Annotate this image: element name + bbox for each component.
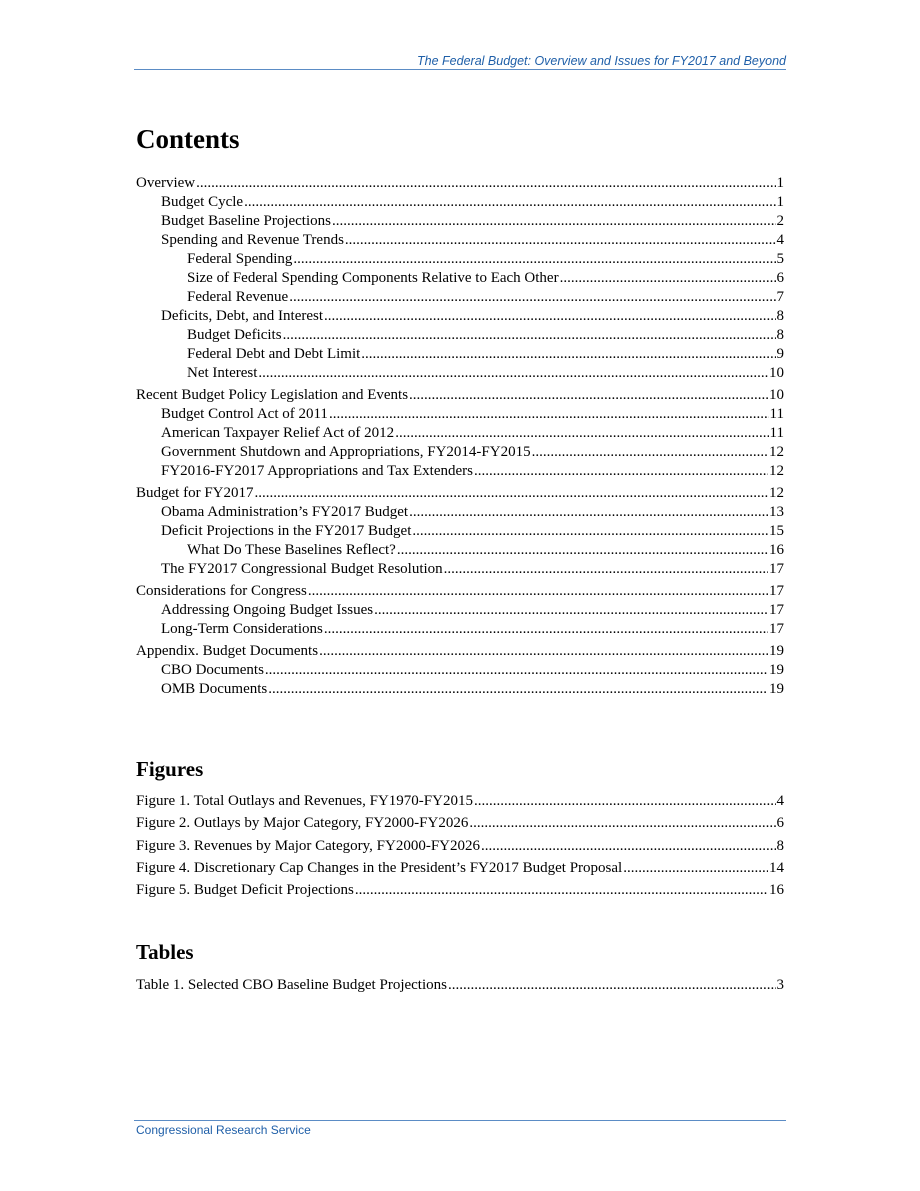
header-rule [134,69,786,70]
toc-entry-page: 13 [769,504,784,520]
toc-entry-page: 16 [769,882,784,899]
toc-entry-label: Budget Deficits [187,327,282,343]
toc-entry-page: 7 [776,289,784,305]
toc-entry-page: 3 [776,977,784,993]
toc-entry[interactable] [136,857,784,879]
toc-entry-label: Federal Revenue [187,289,289,305]
toc-leader-dots [409,503,768,522]
toc-leader-dots [324,307,775,326]
toc-entry[interactable] [136,269,784,288]
toc-entry[interactable] [136,212,784,231]
toc-entry-page: 17 [769,583,784,599]
toc-entry[interactable] [136,642,784,661]
toc-entry-page: 9 [776,346,784,362]
toc-leader-dots [397,541,768,560]
toc-entry-page: 8 [776,837,784,854]
toc-entry[interactable] [136,193,784,212]
toc-leader-dots [481,835,776,857]
toc-entry-page: 17 [769,621,784,637]
toc-leader-dots [319,642,768,661]
toc-entry[interactable] [136,601,784,620]
toc-entry[interactable] [136,974,784,996]
figures-list [136,790,784,901]
toc-entry-label: American Taxpayer Relief Act of 2012 [161,425,395,441]
toc-entry[interactable] [136,522,784,541]
toc-leader-dots [345,231,776,250]
toc-entry[interactable] [136,288,784,307]
toc-entry[interactable] [136,345,784,364]
toc-entry-label: Addressing Ongoing Budget Issues [161,602,374,618]
toc-entry[interactable] [136,680,784,699]
toc-entry[interactable] [136,250,784,269]
toc-leader-dots [623,857,768,879]
toc-entry-page: 5 [776,251,784,267]
toc-entry-label: Considerations for Congress [136,583,307,599]
toc-leader-dots [560,269,776,288]
toc-entry-label: Deficit Projections in the FY2017 Budget [161,523,412,539]
toc-entry-label: Deficits, Debt, and Interest [161,308,324,324]
toc-entry-label: OMB Documents [161,681,268,697]
toc-leader-dots [374,601,768,620]
toc-entry-label: Spending and Revenue Trends [161,232,344,248]
toc-leader-dots [289,288,775,307]
contents-list [136,174,784,699]
toc-entry[interactable] [136,879,784,901]
toc-leader-dots [293,250,775,269]
toc-entry-label: Government Shutdown and Appropriations, FY2014-FY2015 [161,444,531,460]
toc-entry-page: 15 [769,523,784,539]
toc-leader-dots [196,174,775,193]
toc-entry-label: What Do These Baselines Reflect? [187,542,396,558]
tables-list [136,974,784,996]
toc-leader-dots [448,974,776,996]
toc-leader-dots [395,424,768,443]
toc-entry-label: Figure 5. Budget Deficit Projections [136,882,354,899]
toc-entry-label: FY2016-FY2017 Appropriations and Tax Extenders [161,463,473,479]
running-header: The Federal Budget: Overview and Issues for FY2017 and Beyond [417,54,786,68]
toc-entry-label: Budget for FY2017 [136,485,254,501]
toc-entry[interactable] [136,364,784,383]
toc-entry-label: Appendix. Budget Documents [136,643,319,659]
toc-entry[interactable] [136,812,784,834]
toc-entry-label: Budget Baseline Projections [161,213,331,229]
toc-leader-dots [268,680,768,699]
toc-entry-page: 12 [769,485,784,501]
toc-entry-label: Figure 3. Revenues by Major Category, FY2000-FY2026 [136,837,480,854]
toc-leader-dots [412,522,768,541]
toc-entry-page: 1 [776,175,784,191]
toc-entry-label: Federal Spending [187,251,293,267]
toc-entry-page: 4 [776,232,784,248]
toc-leader-dots [355,879,768,901]
toc-entry-page: 19 [769,643,784,659]
toc-entry-page: 6 [776,815,784,832]
toc-entry-page: 16 [769,542,784,558]
toc-leader-dots [444,560,768,579]
toc-entry-page: 11 [769,425,784,441]
contents-heading: Contents [136,124,240,154]
toc-entry[interactable] [136,541,784,560]
toc-entry-page: 10 [769,365,784,381]
tables-heading: Tables [136,940,194,964]
toc-entry[interactable] [136,231,784,250]
toc-leader-dots [258,364,768,383]
toc-entry-label: Budget Control Act of 2011 [161,406,328,422]
toc-leader-dots [265,661,768,680]
toc-entry-label: Recent Budget Policy Legislation and Events [136,387,409,403]
toc-entry-page: 17 [769,602,784,618]
toc-entry-label: Long-Term Considerations [161,621,323,637]
toc-entry-page: 4 [776,793,784,809]
toc-entry-page: 12 [769,444,784,460]
toc-entry-page: 2 [776,213,784,229]
toc-entry[interactable] [136,582,784,601]
toc-leader-dots [308,582,768,601]
toc-entry-page: 11 [769,406,784,422]
toc-entry-page: 6 [776,270,784,286]
footer-rule [134,1120,786,1121]
toc-entry[interactable] [136,484,784,503]
footer-org: Congressional Research Service [136,1123,311,1137]
toc-entry-page: 12 [769,463,784,479]
toc-entry[interactable] [136,462,784,481]
toc-entry-label: Net Interest [187,365,258,381]
toc-entry[interactable] [136,307,784,326]
toc-leader-dots [324,620,768,639]
toc-entry-label: Overview [136,175,196,191]
toc-entry-page: 17 [769,561,784,577]
toc-entry[interactable] [136,620,784,639]
toc-entry-label: Figure 2. Outlays by Major Category, FY2000-FY2026 [136,815,469,832]
toc-leader-dots [532,443,768,462]
toc-entry-label: CBO Documents [161,662,264,678]
toc-leader-dots [469,812,775,834]
toc-entry-label: Figure 1. Total Outlays and Revenues, FY1970-FY2015 [136,793,473,809]
toc-entry[interactable] [136,386,784,405]
toc-leader-dots [329,405,769,424]
toc-entry-page: 8 [776,327,784,343]
toc-leader-dots [474,462,768,481]
toc-entry[interactable] [136,174,784,193]
toc-entry-label: Federal Debt and Debt Limit [187,346,361,362]
toc-entry-page: 1 [776,194,784,210]
toc-entry[interactable] [136,790,784,812]
toc-entry-page: 19 [769,662,784,678]
toc-entry-label: Obama Administration’s FY2017 Budget [161,504,409,520]
toc-leader-dots [409,386,768,405]
toc-entry[interactable] [136,503,784,522]
toc-leader-dots [244,193,775,212]
toc-entry[interactable] [136,405,784,424]
toc-leader-dots [255,484,769,503]
toc-entry[interactable] [136,661,784,680]
toc-entry[interactable] [136,560,784,579]
toc-entry-page: 19 [769,681,784,697]
toc-entry-label: The FY2017 Congressional Budget Resolution [161,561,443,577]
toc-entry-page: 8 [776,308,784,324]
toc-entry-label: Size of Federal Spending Components Relative to Each Other [187,270,559,286]
figures-heading: Figures [136,757,204,781]
toc-leader-dots [361,345,775,364]
toc-entry[interactable] [136,424,784,443]
toc-leader-dots [283,326,776,345]
toc-entry[interactable] [136,443,784,462]
toc-entry-label: Figure 4. Discretionary Cap Changes in the President’s FY2017 Budget Proposal [136,859,623,876]
toc-entry-label: Table 1. Selected CBO Baseline Budget Projections [136,977,447,993]
toc-entry-page: 14 [769,859,784,876]
toc-leader-dots [332,212,776,231]
toc-entry-page: 10 [769,387,784,403]
toc-entry[interactable] [136,326,784,345]
toc-entry[interactable] [136,835,784,857]
toc-leader-dots [474,790,776,812]
toc-entry-label: Budget Cycle [161,194,244,210]
